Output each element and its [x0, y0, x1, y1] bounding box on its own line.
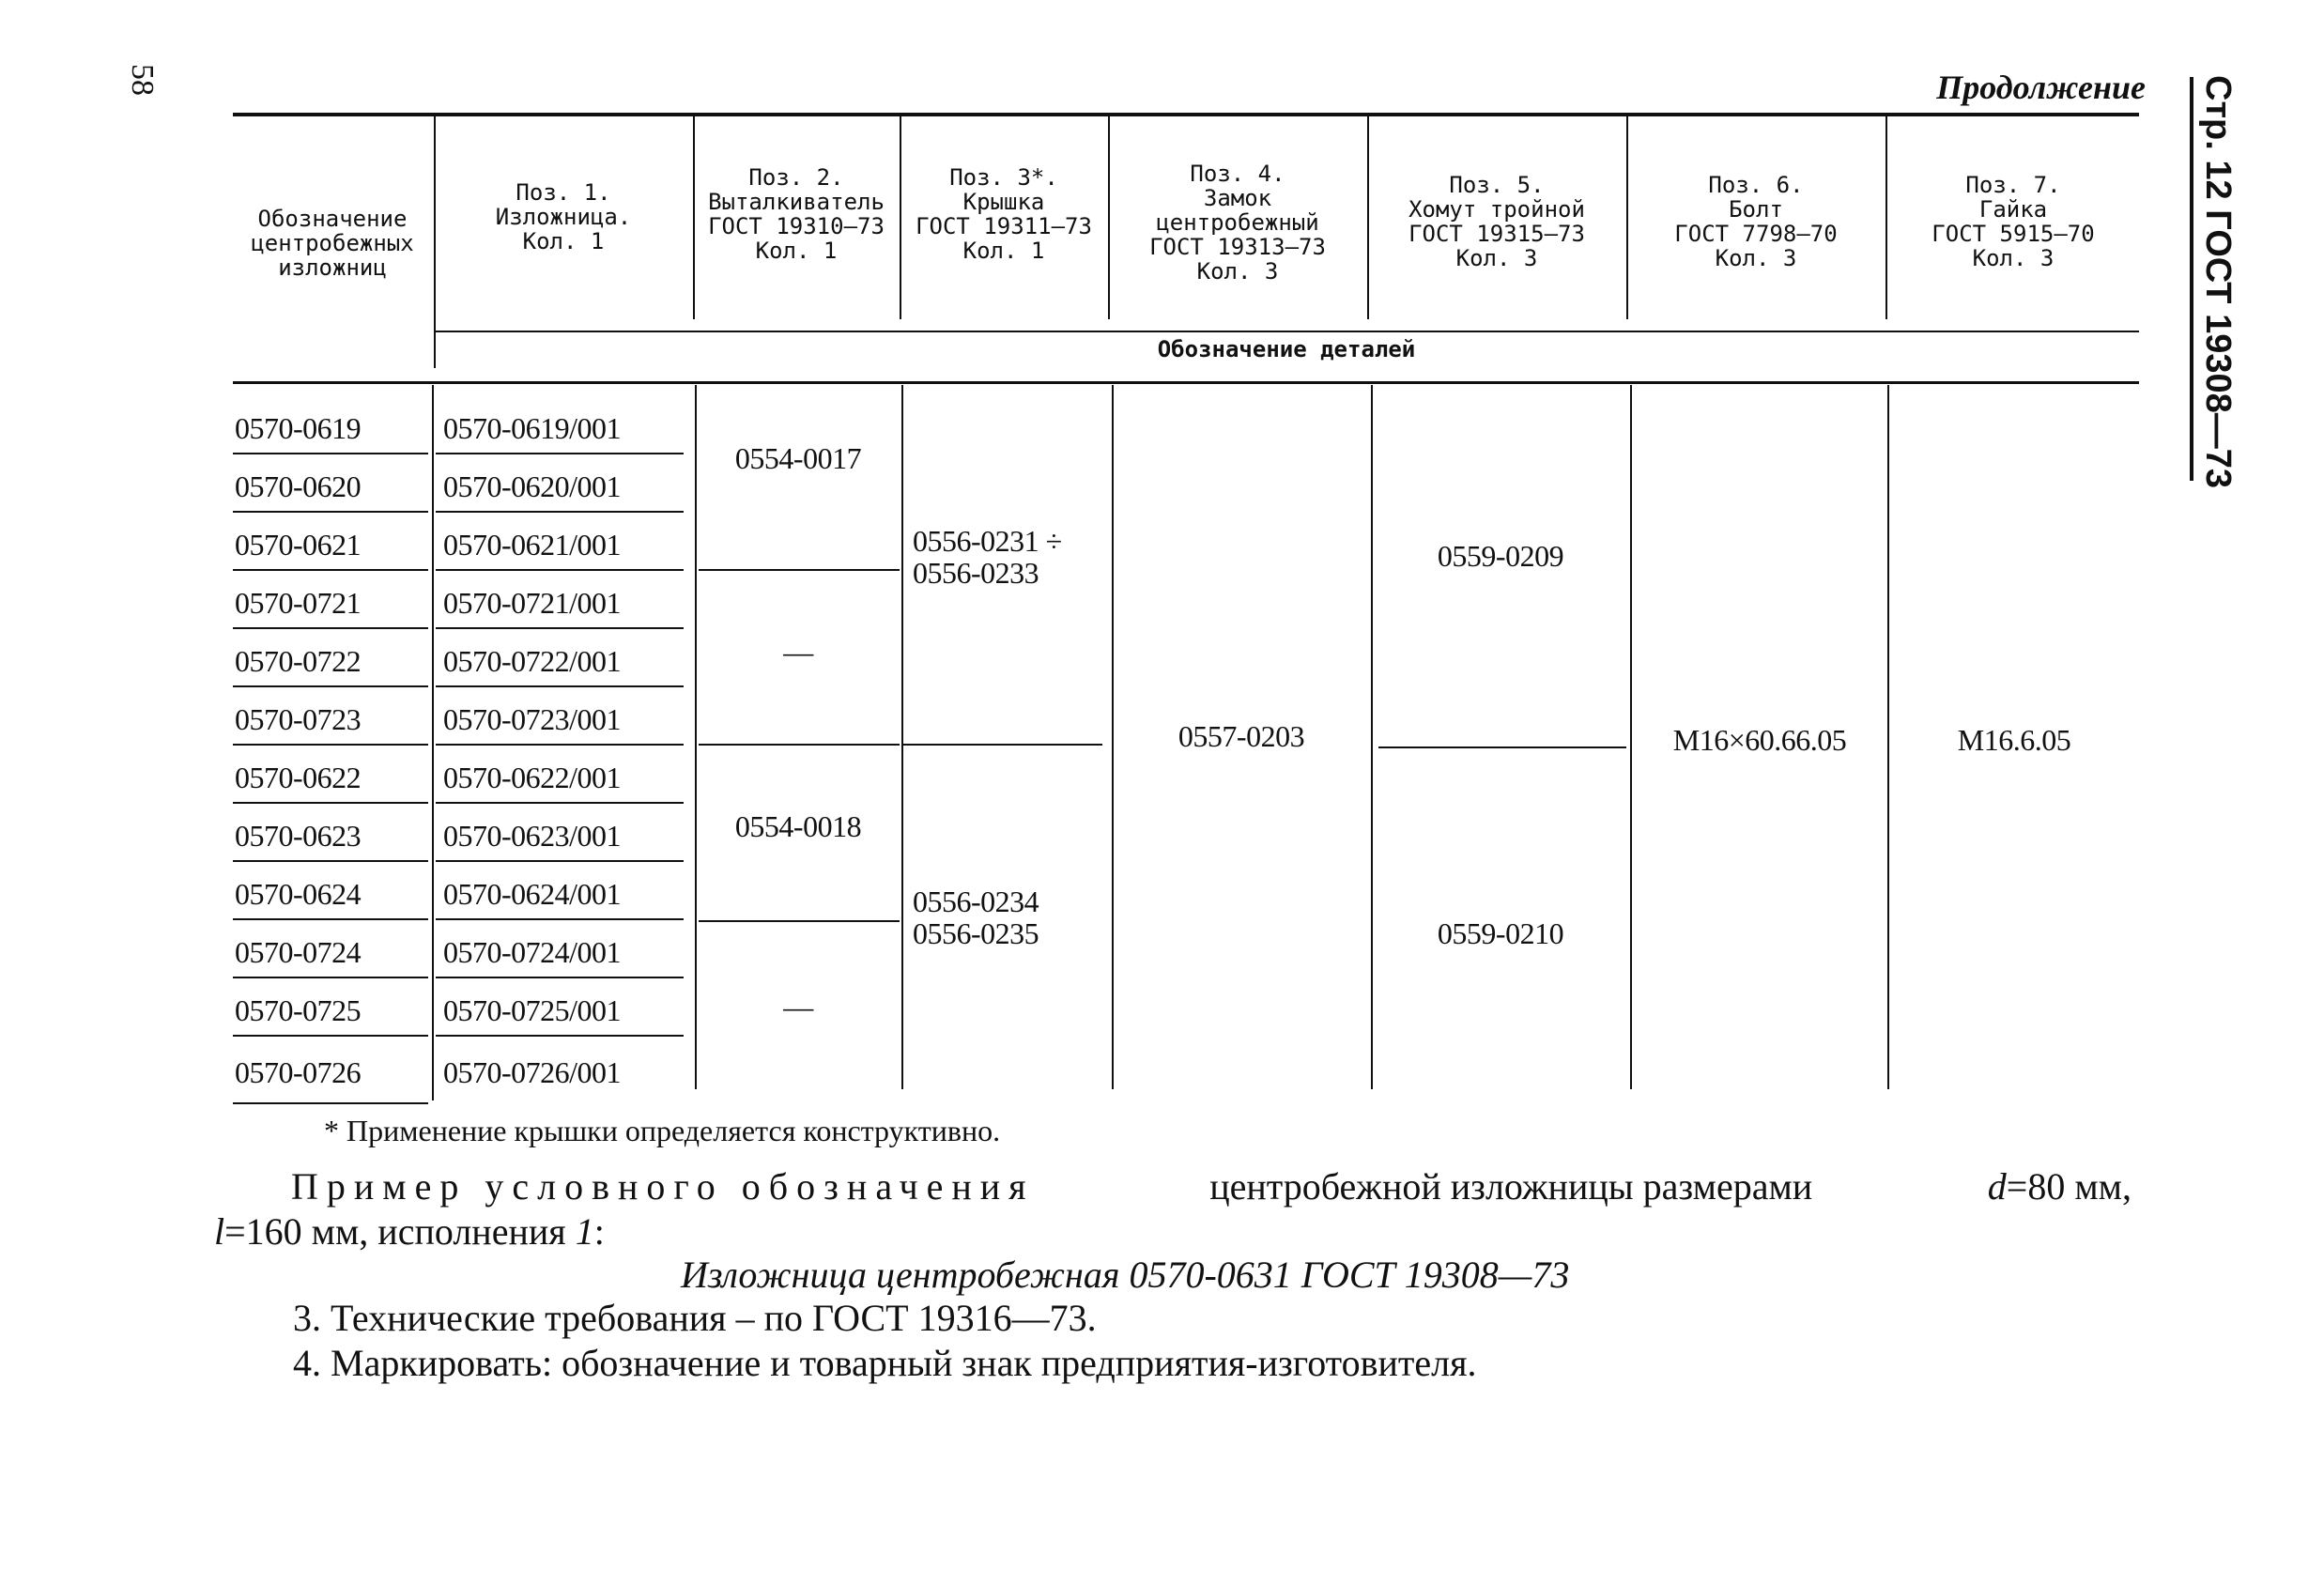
header-designation: Обозначение центробежных изложниц	[251, 206, 414, 281]
example-designation: Изложница центробежная 0570-0631 ГОСТ 19308—73	[681, 1254, 1570, 1296]
side-header: Стр. 12 ГОСТ 19308—73	[2198, 75, 2238, 489]
table-cell-pos1: 0570-0724/001	[443, 935, 622, 969]
table-cell-pos3: 0556-0234	[913, 885, 1039, 918]
table-cell-pos1: 0570-0623/001	[443, 819, 622, 853]
table-cell-pos6: М16×60.66.05	[1672, 723, 1847, 757]
example-line-1	[291, 1164, 2132, 1208]
table-cell-pos1: 0570-0726/001	[443, 1055, 622, 1089]
table-cell-designation: 0570-0623	[235, 819, 362, 853]
table-cell-designation: 0570-0726	[235, 1055, 362, 1089]
table-cell-pos7: М16.6.05	[1957, 723, 2071, 757]
table-cell-designation: 0570-0624	[235, 877, 362, 911]
example-rest-text: центробежной изложницы размерами	[1209, 1165, 1813, 1208]
table-cell-pos2: —	[783, 635, 813, 669]
table-cell-designation: 0570-0621	[235, 528, 362, 562]
table-cell-designation: 0570-0619	[235, 411, 362, 445]
header-pos3: Поз. 3*. Крышка ГОСТ 19311—73 Кол. 1	[916, 164, 1092, 264]
table-cell-designation: 0570-0724	[235, 935, 362, 969]
table-cell-pos1: 0570-0725/001	[443, 993, 622, 1027]
table-cell-designation: 0570-0725	[235, 993, 362, 1027]
table-cell-pos1: 0570-0622/001	[443, 761, 622, 794]
side-header-rule	[2190, 77, 2193, 481]
header-bottom-rule	[233, 381, 2139, 384]
table-cell-pos3: 0556-0235	[913, 916, 1039, 950]
header-pos6: Поз. 6. Болт ГОСТ 7798—70 Кол. 3	[1674, 172, 1838, 271]
table-cell-pos1: 0570-0620/001	[443, 469, 622, 503]
header-pos2: Поз. 2. Выталкиватель ГОСТ 19310—73 Кол. 1	[708, 164, 885, 264]
table-cell-pos3: 0556-0233	[913, 556, 1039, 590]
table-cell-pos1: 0570-0722/001	[443, 644, 622, 678]
example-line-2	[214, 1209, 605, 1254]
subheader-top-rule	[434, 331, 2139, 332]
table-cell-pos1: 0570-0723/001	[443, 702, 622, 736]
header-pos7: Поз. 7. Гайка ГОСТ 5915—70 Кол. 3	[1932, 172, 2095, 271]
item-marking: 4. Маркировать: обозначение и товарный знак предприятия-изготовителя.	[293, 1342, 1477, 1384]
table-cell-designation: 0570-0721	[235, 586, 362, 620]
table-cell-pos1: 0570-0619/001	[443, 411, 622, 445]
item-technical-requirements: 3. Технические требования – по ГОСТ 19316—73.	[293, 1297, 1097, 1339]
value-d: =80 мм,	[2006, 1165, 2132, 1208]
variant-number: 1	[575, 1210, 594, 1253]
table-cell-designation: 0570-0620	[235, 469, 362, 503]
table-cell-pos1: 0570-0721/001	[443, 586, 622, 620]
page-number: 58	[125, 64, 160, 96]
table-cell-designation: 0570-0722	[235, 644, 362, 678]
variable-l: l	[214, 1210, 225, 1253]
example-spaced-text: Пример условного обозначения	[291, 1165, 1035, 1208]
table-cell-pos2: —	[783, 990, 813, 1023]
table-cell-designation: 0570-0622	[235, 761, 362, 794]
header-pos5: Поз. 5. Хомут тройной ГОСТ 19315—73 Кол. 3	[1408, 172, 1585, 271]
table-cell-pos2: 0554-0018	[734, 809, 862, 843]
line-2-end: :	[593, 1210, 605, 1253]
variable-d: d	[1987, 1165, 2007, 1208]
table-cell-pos1: 0570-0624/001	[443, 877, 622, 911]
table-top-rule	[233, 113, 2139, 116]
header-pos4: Поз. 4. Замок центробежный ГОСТ 19313—73 Кол. 3	[1149, 161, 1326, 285]
table-cell-pos1: 0570-0621/001	[443, 528, 622, 562]
table-cell-pos3: 0556-0231 ÷	[913, 524, 1062, 558]
header-pos1: Поз. 1. Изложница. Кол. 1	[495, 179, 632, 254]
example-d-value	[1988, 1164, 2132, 1208]
value-l: =160 мм, исполнения	[224, 1210, 566, 1253]
table-footnote: * Применение крышки определяется конструктивно.	[324, 1114, 1001, 1147]
continuation-label: Продолжение	[1936, 69, 2146, 106]
details-subheader: Обозначение деталей	[1157, 336, 1416, 362]
table-cell-designation: 0570-0723	[235, 702, 362, 736]
table-cell-pos4: 0557-0203	[1177, 719, 1305, 753]
table-cell-pos5: 0559-0210	[1437, 916, 1564, 950]
table-cell-pos2: 0554-0017	[734, 441, 862, 475]
table-cell-pos5: 0559-0209	[1437, 539, 1564, 573]
